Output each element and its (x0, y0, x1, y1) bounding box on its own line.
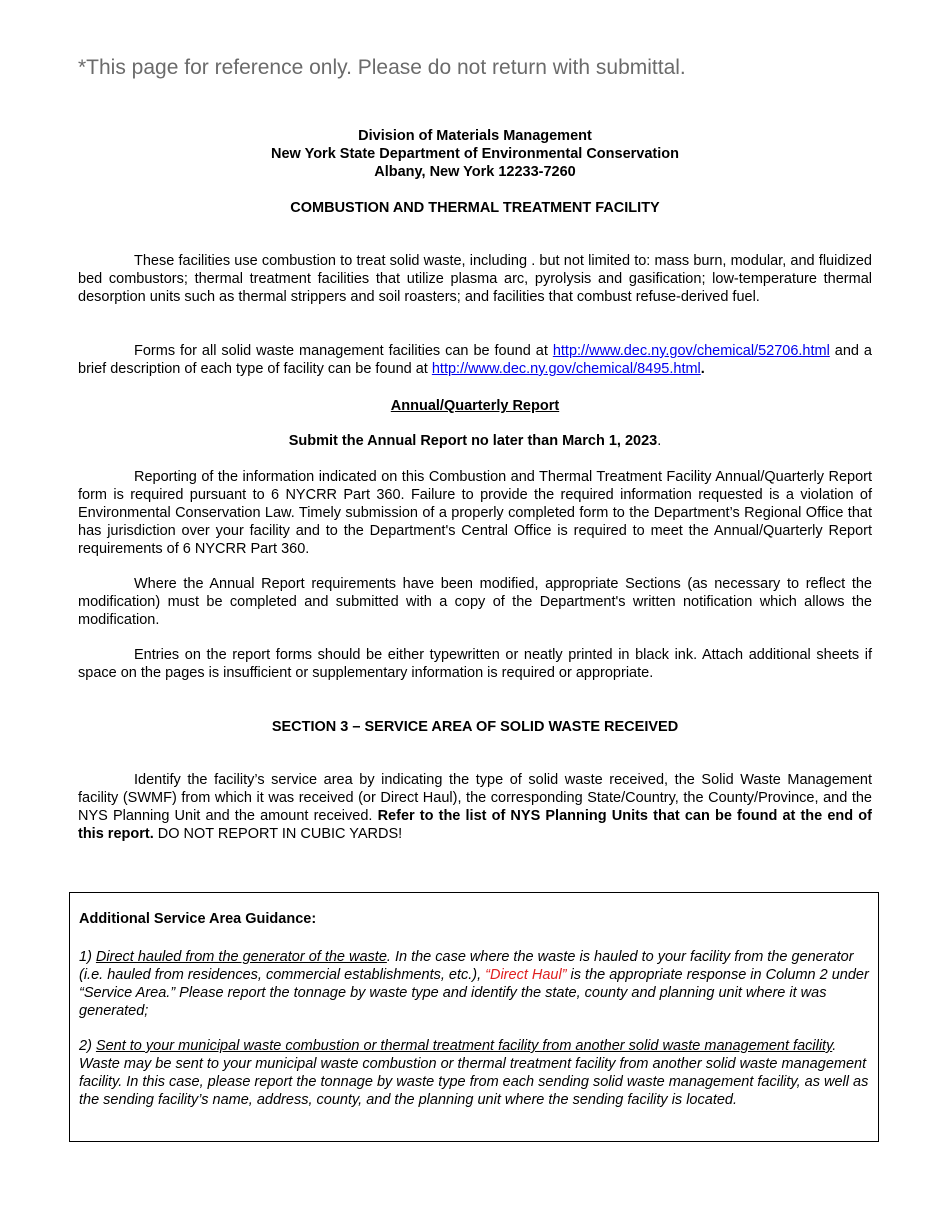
modification-paragraph (78, 575, 872, 629)
forms-paragraph (78, 342, 872, 378)
section3-text: Identify the facility’s service area by indicating the type of solid waste received, the Solid Waste Management facility (SWMF) from which it was received (or Direct Haul), the corresponding State/Country, the County/Province, and the NYS Planning Unit and the amount received. (78, 772, 872, 824)
reporting-text: Reporting of the information indicated on this Combustion and Thermal Treatment Facility Annual/Quarterly Report form is required pursuant to 6 NYCRR Part 360. Failure to provide the required information requested is a violation of Environmental Conservation Law. Timely submission of a properly completed form to the Department’s Regional Office that has jurisdiction over your facility and to the Department's Central Office is required to meet the Annual/Quarterly Report requirements of 6 NYCRR Part 360. (78, 469, 872, 557)
guidance-box (69, 892, 879, 1142)
item1-text-b: is the appropriate response in Column 2 under “Service Area.” Please report the tonnage by waste type and identify the state, county and planning unit where it was generated; (79, 967, 869, 1019)
deadline-text: Submit the Annual Report no later than March 1, 2023 (288, 433, 658, 449)
reference-note: *This page for reference only. Please do not return with submittal. (78, 56, 686, 79)
forms-text-1: Forms for all solid waste management facilities can be found at (134, 343, 553, 359)
item1-number: 1) (79, 949, 96, 965)
forms-text-2: and a brief description of each type of facility can be found at (78, 343, 872, 377)
facility-title: COMBUSTION AND THERMAL TREATMENT FACILITY (290, 200, 660, 216)
guidance-item-2 (79, 1037, 869, 1109)
guidance-title: Additional Service Area Guidance: (79, 911, 317, 927)
intro-text: These facilities use combustion to treat solid waste, including . but not limited to: mass burn, modular, and fluidized bed combustors; thermal treatment facilities that utilize plasma arc, pyrolysis and gasification; low-temperature thermal desorption units such as thermal strippers and soil roasters; and facilities that combust refuse-derived fuel. (78, 253, 872, 305)
department-address: Albany, New York 12233-7260 (374, 164, 576, 180)
section3-paragraph (78, 771, 872, 843)
entries-paragraph (78, 646, 872, 682)
item2-number: 2) (79, 1038, 96, 1054)
forms-link[interactable]: http://www.dec.ny.gov/chemical/52706.html (552, 343, 830, 359)
intro-paragraph (78, 252, 872, 306)
department-name: New York State Department of Environmental Conservation (271, 146, 679, 162)
item2-text: . Waste may be sent to your municipal waste combustion or thermal treatment facility from another solid waste management facility. In this case, please report the tonnage by waste type from each sending solid waste management facility, as well as the sending facility’s name, address, county, and the planning unit where the sending facility is located. (79, 1038, 869, 1108)
item2-heading: Sent to your municipal waste combustion or thermal treatment facility from another solid waste management facility (95, 1038, 833, 1054)
division-name: Division of Materials Management (358, 128, 592, 144)
entries-text: Entries on the report forms should be either typewritten or neatly printed in black ink. Attach additional sheets if space on the pages is insufficient or supplementary information is required or appropriate. (78, 647, 872, 681)
report-heading: Annual/Quarterly Report (390, 398, 560, 414)
deadline-row (0, 432, 950, 450)
modification-text: Where the Annual Report requirements have been modified, appropriate Sections (as necessary to reflect the modification) must be completed and submitted with a copy of the Department's written notification which allows the modification. (78, 576, 872, 628)
forms-text-end: . (700, 361, 705, 377)
cubic-yards-warning: DO NOT REPORT IN CUBIC YARDS! (153, 826, 403, 842)
item1-text-a: . In the case where the waste is hauled to your facility from the generator (i.e. hauled from residences, commercial establishments, etc.), (79, 949, 854, 983)
deadline-period: . (657, 433, 662, 449)
direct-haul-term: “Direct Haul” (485, 967, 567, 983)
item1-heading: Direct hauled from the generator of the waste (95, 949, 387, 965)
facility-types-link[interactable]: http://www.dec.ny.gov/chemical/8495.html (431, 361, 701, 377)
reporting-paragraph (78, 468, 872, 558)
report-heading-row (0, 397, 950, 415)
planning-units-note: Refer to the list of NYS Planning Units that can be found at the end of this report. (78, 808, 872, 842)
section3-heading: SECTION 3 – SERVICE AREA OF SOLID WASTE RECEIVED (271, 719, 679, 735)
guidance-item-1 (79, 948, 869, 1020)
